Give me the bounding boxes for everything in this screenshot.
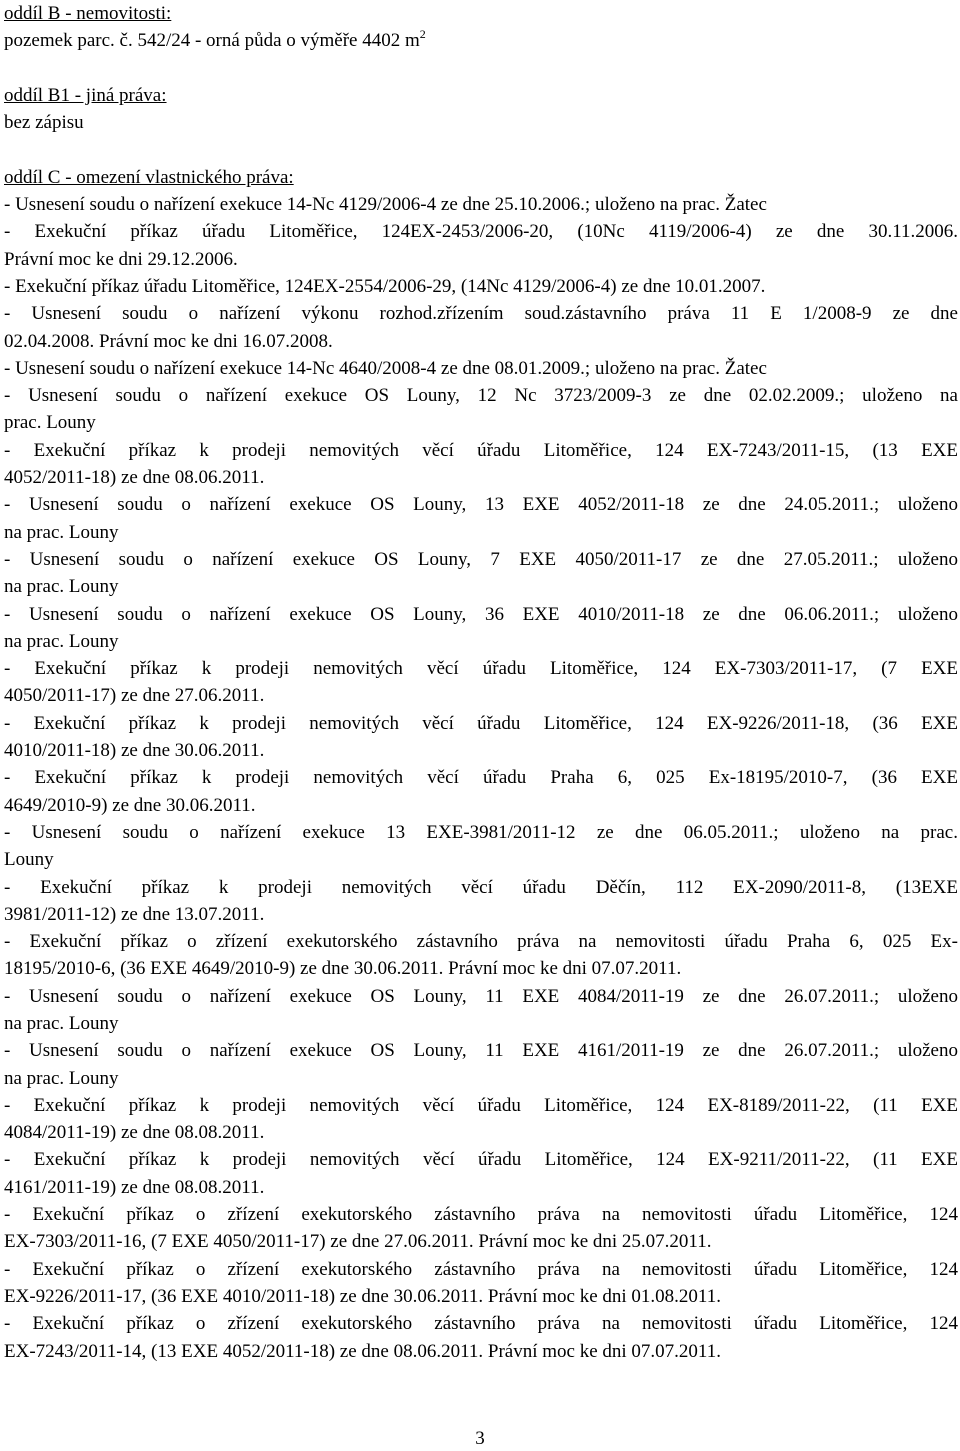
document-page [4, 0, 958, 1365]
entry-line: 4161/2011-19) ze dne 08.08.2011. [4, 1176, 265, 1198]
entry-line: na prac. Louny [4, 1012, 119, 1034]
section-b1-heading: oddíl B1 - jiná práva: [4, 84, 167, 106]
entry-line: - Usnesení soudu o nařízení exekuce 14-Nc 4129/2006-4 ze dne 25.10.2006.; uloženo na prac. Žatec [4, 194, 767, 216]
entry-line: - Exekuční příkaz úřadu Litoměřice, 124EX-2554/2006-29, (14Nc 4129/2006-4) ze dne 10.01.2007. [4, 275, 766, 297]
spacer [4, 136, 958, 163]
entry-line: - Exekuční příkaz k prodeji nemovitých věcí úřadu Litoměřice, 124 EX-9226/2011-18, (36 EXE [4, 712, 958, 734]
entry-line: 02.04.2008. Právní moc ke dni 16.07.2008. [4, 330, 333, 352]
entry-line: 18195/2010-6, (36 EXE 4649/2010-9) ze dne 30.06.2011. Právní moc ke dni 07.07.2011. [4, 958, 682, 980]
entry-line: 4649/2010-9) ze dne 30.06.2011. [4, 794, 256, 816]
entry-line: na prac. Louny [4, 1067, 119, 1089]
entry-line: - Exekuční příkaz k prodeji nemovitých věcí úřadu Litoměřice, 124 EX-9211/2011-22, (11 EXE [4, 1149, 958, 1171]
page-number: 3 [475, 1428, 485, 1449]
entry-line: - Exekuční příkaz o zřízení exekutorského zástavního práva na nemovitosti úřadu Litoměřice, 124 [4, 1313, 958, 1335]
entry-line: - Exekuční příkaz k prodeji nemovitých věcí úřadu Praha 6, 025 Ex-18195/2010-7, (36 EXE [4, 767, 958, 789]
entry-line: na prac. Louny [4, 630, 119, 652]
entry-line: 4052/2011-18) ze dne 08.06.2011. [4, 467, 265, 489]
entry-line: EX-7243/2011-14, (13 EXE 4052/2011-18) ze dne 08.06.2011. Právní moc ke dni 07.07.2011. [4, 1340, 721, 1362]
entry-line: - Usnesení soudu o nařízení exekuce OS Louny, 36 EXE 4010/2011-18 ze dne 06.06.2011.; uloženo [4, 603, 958, 625]
entry-line: na prac. Louny [4, 576, 119, 598]
parcel-description [4, 27, 958, 54]
entry-line: - Usnesení soudu o nařízení exekuce OS Louny, 12 Nc 3723/2009-3 ze dne 02.02.2009.; uloženo na [4, 385, 958, 407]
section-c-heading: oddíl C - omezení vlastnického práva: [4, 166, 294, 188]
section-c-entries [4, 191, 958, 1365]
section-b-heading: oddíl B - nemovitosti: [4, 3, 172, 24]
entry-line: - Usnesení soudu o nařízení výkonu rozhod.zřízením soud.zástavního práva 11 E 1/2008-9 ze dne [4, 303, 958, 325]
entry-line: - Exekuční příkaz o zřízení exekutorského zástavního práva na nemovitosti úřadu Litoměřice, 124 [4, 1204, 958, 1226]
entry-line: - Exekuční příkaz k prodeji nemovitých věcí úřadu Litoměřice, 124 EX-7243/2011-15, (13 EXE [4, 439, 958, 461]
area-unit-superscript: 2 [419, 27, 426, 42]
entry-line: 3981/2011-12) ze dne 13.07.2011. [4, 903, 265, 925]
entry-line: - Usnesení soudu o nařízení exekuce OS Louny, 11 EXE 4161/2011-19 ze dne 26.07.2011.; uloženo [4, 1040, 958, 1062]
section-b1-text: bez zápisu [4, 112, 84, 134]
entry-line: - Usnesení soudu o nařízení exekuce OS Louny, 7 EXE 4050/2011-17 ze dne 27.05.2011.; uloženo [4, 548, 958, 570]
entry-line: - Usnesení soudu o nařízení exekuce 14-Nc 4640/2008-4 ze dne 08.01.2009.; uloženo na prac. Žatec [4, 357, 767, 379]
spacer [4, 55, 958, 82]
entry-line: 4050/2011-17) ze dne 27.06.2011. [4, 685, 265, 707]
entry-line: Právní moc ke dni 29.12.2006. [4, 248, 238, 270]
entry-line: Louny [4, 849, 54, 871]
entry-line: - Usnesení soudu o nařízení exekuce OS Louny, 11 EXE 4084/2011-19 ze dne 26.07.2011.; uloženo [4, 985, 958, 1007]
entry-line: 4010/2011-18) ze dne 30.06.2011. [4, 740, 265, 762]
parcel-text: pozemek parc. č. 542/24 - orná půda o výměře 4402 m [4, 30, 420, 52]
entry-line: - Exekuční příkaz k prodeji nemovitých věcí úřadu Litoměřice, 124 EX-7303/2011-17, (7 EXE [4, 658, 958, 680]
entry-line: - Usnesení soudu o nařízení exekuce OS Louny, 13 EXE 4052/2011-18 ze dne 24.05.2011.; uloženo [4, 494, 958, 516]
entry-line: EX-7303/2011-16, (7 EXE 4050/2011-17) ze dne 27.06.2011. Právní moc ke dni 25.07.2011. [4, 1231, 712, 1253]
entry-line: - Exekuční příkaz o zřízení exekutorského zástavního práva na nemovitosti úřadu Praha 6, 025 Ex- [4, 931, 958, 953]
entry-line: - Exekuční příkaz o zřízení exekutorského zástavního práva na nemovitosti úřadu Litoměřice, 124 [4, 1258, 958, 1280]
entry-line: 4084/2011-19) ze dne 08.08.2011. [4, 1122, 265, 1144]
entry-line: EX-9226/2011-17, (36 EXE 4010/2011-18) ze dne 30.06.2011. Právní moc ke dni 01.08.2011. [4, 1285, 721, 1307]
entry-line: - Exekuční příkaz k prodeji nemovitých věcí úřadu Litoměřice, 124 EX-8189/2011-22, (11 EXE [4, 1094, 958, 1116]
entry-line: - Exekuční příkaz k prodeji nemovitých věcí úřadu Děčín, 112 EX-2090/2011-8, (13EXE [4, 876, 958, 898]
entry-line: - Usnesení soudu o nařízení exekuce 13 EXE-3981/2011-12 ze dne 06.05.2011.; uloženo na prac. [4, 821, 958, 843]
entry-line: - Exekuční příkaz úřadu Litoměřice, 124EX-2453/2006-20, (10Nc 4119/2006-4) ze dne 30.11.2006. [4, 221, 958, 243]
entry-line: prac. Louny [4, 412, 96, 434]
entry-line: na prac. Louny [4, 521, 119, 543]
